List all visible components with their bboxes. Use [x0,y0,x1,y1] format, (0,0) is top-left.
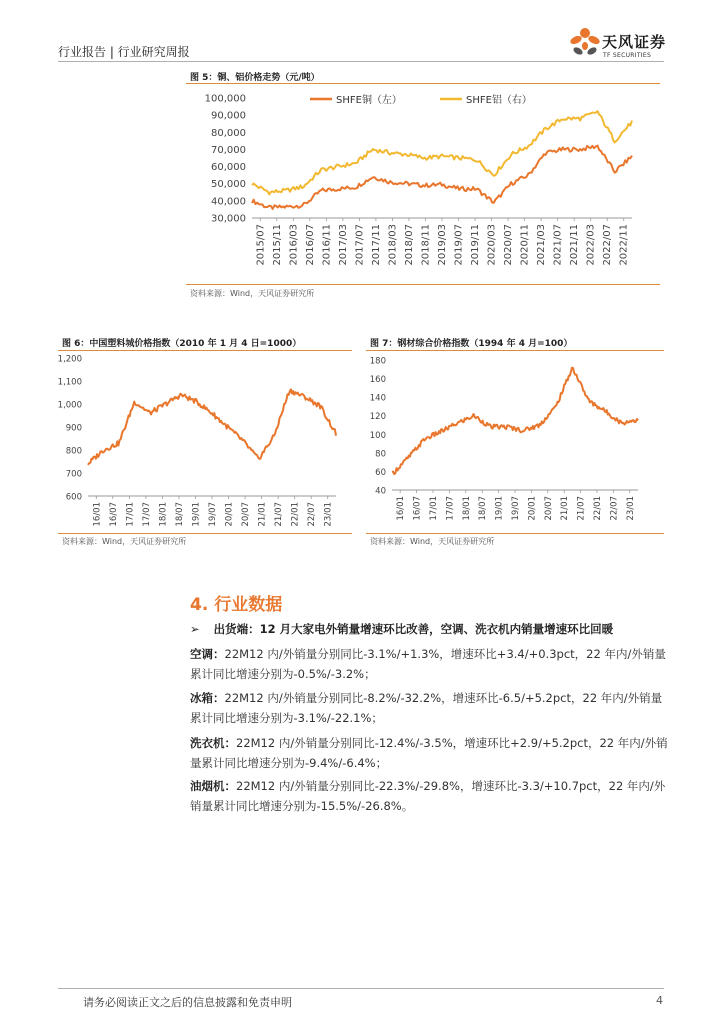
y-tick-label: 180 [369,356,386,367]
paragraph-text: 22M12 内/外销量分别同比-3.1%/+1.3%，增速环比+3.4/+0.3pct，22 年内/外销量累计同比增速分别为-0.5%/-3.2%； [190,647,666,681]
paragraph-label: 冰箱： [190,691,225,705]
x-tick-label: 18/01 [158,502,169,527]
x-tick-label: 22/07 [307,502,318,527]
y-tick-label: 1,200 [58,354,82,365]
x-tick-label: 2015/07 [255,224,267,266]
figure-5-bottom-rule [186,284,660,285]
x-tick-label: 2018/07 [403,224,415,266]
series-line [252,111,632,194]
x-tick-label: 17/07 [141,502,152,527]
x-tick-label: 21/01 [257,502,268,527]
x-tick-label: 2020/03 [486,224,498,266]
x-tick-label: 2017/11 [370,224,382,266]
x-tick-label: 2019/07 [453,224,465,266]
y-tick-label: 60,000 [211,162,246,174]
x-tick-label: 20/07 [543,496,554,521]
x-tick-label: 21/01 [560,496,571,521]
x-tick-label: 19/07 [208,502,218,527]
paragraph-text: 22M12 内/外销量分别同比-22.3%/-29.8%，增速环比-3.3/+10.7pct，22 年内/外销量累计同比增速分别为-15.5%/-26.8%。 [190,779,666,813]
x-tick-label: 23/01 [625,496,636,521]
x-tick-label: 19/01 [191,502,202,527]
y-tick-label: 40,000 [211,196,246,208]
paragraph-washer [190,733,668,773]
report-header-title: 行业报告 | 行业研究周报 [58,45,190,59]
x-tick-label: 2020/11 [519,224,531,266]
footer-disclaimer: 请务必阅读正文之后的信息披露和免责申明 [83,996,292,1009]
x-tick-label: 17/07 [445,496,456,521]
figure-7-chart [366,352,664,532]
series-line [88,389,336,465]
figure-6-source: 资料来源：Wind，天风证券研究所 [62,537,187,546]
y-tick-label: 140 [369,393,386,404]
x-tick-label: 2018/11 [420,224,432,266]
figure-6-title: 图 6：中国塑料城价格指数（2010 年 1 月 4 日=1000） [62,339,302,349]
x-tick-label: 18/07 [478,496,489,521]
figure-5-source: 资料来源：Wind，天风证券研究所 [190,289,315,298]
x-tick-label: 2015/11 [271,224,283,266]
paragraph-text: 22M12 内/外销量分别同比-12.4%/-3.5%，增速环比+2.9/+5.2pct，22 年内/外销量累计同比增速分别为-9.4%/-6.4%； [190,736,668,770]
y-tick-label: 30,000 [211,213,246,225]
bullet-text: 出货端：12 月大家电外销量增速环比改善，空调、洗衣机内销量增速环比回暖 [213,622,614,636]
x-tick-label: 16/07 [108,502,119,527]
x-tick-label: 16/07 [412,496,423,521]
x-tick-label: 18/07 [174,502,185,527]
x-tick-label: 19/01 [494,496,505,521]
x-tick-label: 2021/03 [536,224,548,266]
y-tick-label: 1,100 [58,377,82,388]
x-tick-label: 2019/03 [437,224,448,266]
y-tick-label: 80 [375,449,386,460]
y-tick-label: 40 [375,486,386,497]
x-tick-label: 2022/03 [585,224,597,266]
figure-6-bottom-rule [58,533,352,534]
y-tick-label: 800 [65,446,82,457]
legend-label: SHFE铝（右） [466,95,532,106]
x-tick-label: 23/01 [323,502,334,527]
x-tick-label: 2017/07 [354,224,366,266]
figure-7-top-rule [366,350,664,351]
paragraph-ac [190,644,668,684]
paragraph-label: 油烟机： [190,779,236,793]
paragraph-label: 空调： [190,647,225,661]
x-tick-label: 2016/03 [288,224,300,266]
x-tick-label: 20/01 [224,502,235,527]
x-tick-label: 17/01 [429,496,439,521]
figure-6-top-rule [58,350,352,351]
figure-7-title: 图 7：钢材综合价格指数（1994 年 4 月=100） [370,339,573,349]
x-tick-label: 2020/07 [503,224,515,266]
x-tick-label: 2016/07 [304,224,316,266]
x-tick-label: 21/07 [576,496,587,521]
footer-divider [58,988,664,989]
y-tick-label: 70,000 [211,144,246,156]
y-tick-label: 1,000 [58,400,82,411]
x-tick-label: 22/01 [290,502,301,527]
x-tick-label: 19/07 [511,496,521,521]
x-tick-label: 22/01 [593,496,603,521]
x-tick-label: 2021/07 [552,224,564,266]
x-tick-label: 2017/03 [337,224,349,266]
y-tick-label: 50,000 [211,179,246,191]
y-tick-label: 700 [65,469,82,480]
y-tick-label: 90,000 [211,110,246,122]
x-tick-label: 16/01 [396,496,407,521]
figure-5-top-rule [186,83,660,84]
logo-text-en: TF SECURITIES [603,52,652,59]
x-tick-label: 2018/03 [387,224,399,266]
section-title: 4. 行业数据 [190,595,283,615]
company-logo [568,24,672,62]
y-tick-label: 80,000 [211,127,246,139]
legend-label: SHFE铜（左） [336,95,402,106]
paragraph-fridge [190,688,668,728]
paragraph-text: 22M12 内/外销量分别同比-8.2%/-32.2%，增速环比-6.5/+5.2pct，22 年内/外销量累计同比增速分别为-3.1%/-22.1%； [190,691,663,725]
x-tick-label: 21/07 [274,502,285,527]
x-tick-label: 18/01 [461,496,472,521]
x-tick-label: 22/07 [609,496,620,521]
x-tick-label: 20/07 [241,502,252,527]
y-tick-label: 900 [65,423,82,434]
y-tick-label: 160 [369,375,386,386]
y-tick-label: 120 [369,412,386,423]
bullet-arrow-icon: ➢ [190,622,200,636]
figure-5-chart [186,86,662,284]
x-tick-label: 2022/11 [618,224,630,266]
x-tick-label: 2019/11 [470,224,482,266]
figure-5-title: 图 5：铜、铝价格走势（元/吨） [190,73,320,83]
y-tick-label: 60 [375,467,386,478]
x-tick-label: 2022/07 [602,224,614,266]
x-tick-label: 2021/11 [569,224,581,266]
y-tick-label: 100,000 [204,93,246,105]
paragraph-hood [190,776,668,816]
paragraph-label: 洗衣机： [190,736,236,750]
x-tick-label: 16/01 [92,502,103,527]
figure-7-bottom-rule [366,533,664,534]
figure-7-source: 资料来源：Wind，天风证券研究所 [370,537,495,546]
series-line [392,368,638,475]
x-tick-label: 2016/11 [321,224,333,266]
y-tick-label: 100 [369,430,386,441]
figure-6-chart [58,352,352,532]
logo-icon [568,24,602,62]
section-bullet [190,621,613,637]
page-number: 4 [656,994,663,1007]
y-tick-label: 600 [65,492,82,503]
x-tick-label: 17/01 [125,502,136,527]
logo-text-cn: 天风证券 [602,33,667,51]
x-tick-label: 20/01 [527,496,538,521]
